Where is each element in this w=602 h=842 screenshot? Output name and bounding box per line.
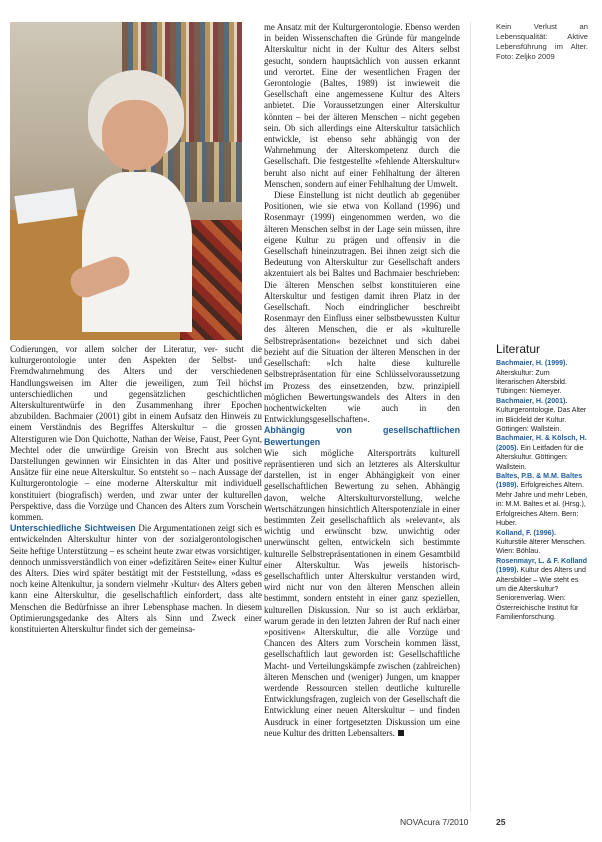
reference-entry (496, 529, 588, 557)
journal-name: NOVAcura 7/2010 (400, 817, 469, 827)
reference-text: Kulturgerontologie. Das Alter im Blickfeld der Kultur. Göttingen: Wallstein. (496, 406, 587, 434)
reference-text: Ein Leitfaden für die Alterskultur. Göttingen: Wallstein. (496, 443, 584, 471)
reference-entry (496, 434, 588, 472)
paragraph-text: Wie sich mögliche Altersporträts kulturell repräsentieren und sich an letzteres als Alterskultur darstellen, ist in enger Abhängigkeit von einer gesellschaftlichen Bewertung zu sehen. Abhängig davon, welche Alterskulturvorstellung, welche Wertschätzungen hinsichtlich Alterspotenziale in einer bestimmten Zeit gesellschaftlich als »relevant«, als wichtig und erwünscht bzw. unwichtig oder unerwünscht gelten, entwickeln sich bestimmte kulturelle Selbstrepräsentationen in einem Gesamtbild einer Alterskultur. Was jeweils historisch-gesellschaftlich unter Alterskultur verstanden wird, wird nicht nur von den älteren Menschen allein bestimmt, sondern entsteht in einer ganz speziellen, kulturellen Diskussion. Nur so ist auch erklärbar, warum gerade in den letzten Jahren der Ruf nach einer »positiven« Alterskultur, die alle Vorzüge und Chancen des Alters zum Vorschein kommen lässt, gesellschaftlich laut geworden ist: Gesellschaftliche Macht- und Verteilungskämpfe zwischen (zahlreichen) älteren Menschen und (weniger) Jungen, um knapper werdende Ressourcen stellen deutliche kulturelle Entwicklungsfragen, zugleich von der Gesellschaft die Entwicklung einer neuen Alterskultur – und finden Ausdruck in einer fortgesetzten Diskussion um eine neue Kultur des dritten Lebensalters. (264, 447, 460, 738)
paragraph (10, 523, 262, 635)
paragraph: Codierungen, vor allem solcher der Literatur, ver- sucht die kulturgerontologie unter den Aspekten der Selbst- und Fremdwahrnehmung des Alters und der verschiedenen Handlungsweisen im Alter die jeweiligen, zum Teil höchst unterschiedlichen und gegensätzlichen geschichtlichen Alterskulturentwürfe in den Zusammenhang ihrer Epochen abzubilden. Bachmaier (2001) gibt in einem Aufsatz den Hinweis zu einem Verständnis des Begriffes Alterskultur – die grossen Alterstiguren wie Don Quichotte, Nathan der Weise, Faust, Peer Gynt, Mechtel oder die unwürdige Greisin von Brecht aus solchen Darstellungen gewinnen wir Einsichten in das Alter und positive Ansätze für eine neue Alterskultur. So entsteht so – nach Aussage der Kulturgerontologie – eine moderne Alterskultur mit individuell konstituiert (biografisch) werden, und zwar unter der kulturellen Perspektive, dass die Vorzüge und Chancen des Alters zum Vorschein kommen. (10, 344, 262, 523)
reference-entry (496, 397, 588, 435)
reference-entry (496, 472, 588, 528)
reference-text: Kulturstile älterer Menschen. Wien: Böhlau. (496, 537, 586, 556)
subheading: Abhängig von gesellschaftlichen Bewertungen (264, 425, 460, 447)
reference-entry (496, 359, 588, 397)
column-3 (496, 22, 588, 623)
subheading: Unterschiedliche Sichtweisen (10, 523, 136, 534)
reference-author: Bachmaier, H. (1999). (496, 359, 568, 368)
paragraph: me Ansatz mit der Kulturgerontologie. Ebenso werden in beiden Wissenschaften die Gründe für mangelnde Alterskultur nicht in der Kultur des Alters selbst gesucht, sondern hauptsächlich von aussen erkannt und verortet. Eine der wesentlichen Fragen der Gerontologie (Baltes, 1989) ist inwieweit die Gesellschaft eine angemessene Kultur des Alters anbietet. Die Voraussetzungen einer Alterskultur könnten – bei der älteren Menschen – nicht gegeben sein. Ob sich allerdings eine Alterskultur tatsächlich entwickle, ist ebenso sehr abhängig von der Wahrnehmung der Alterskompetenz durch die Gesellschaft. Die festgestellte »fehlende Alterskultur« beruht also nicht auf einer Fehlhaltung der älteren Menschen, sondern auf einer Fehlhaltung der Umwelt. (264, 22, 460, 189)
paragraph: Diese Einstellung ist nicht deutlich ab gegenüber Positionen, wie sie etwa von Kolland (1996) und Rosenmayr (1999) eingenommen werden, wo die älteren Menschen selbst in der Lage sein müssen, ihre eigene Kultur zu prägen und offensiv in die Gesellschaft hineinzutragen. Bei ihnen zeigt sich die Bedeutung von Alterskultur zur Gesellschaft anders akzentuiert als bei Baltes und Bachmaier beschrieben: Die älteren Menschen selbst konstituieren eine Alterskultur und festigen damit ihren Platz in der Gesellschaft. Noch eindringlicher beschreibt Rosenmayr den Einfluss einer selbstbewussten Kultur des älteren Menschen, die er als »kulturelle Selbstrepräsentation« bezeichnet und sich dabei bezieht auf die Situation der älteren Menschen in der Gesellschaft: »Ich halte diese kulturelle Selbstrepräsentation für eine Schlüsselvoraussetzung im Prozess des einsetzenden, bzw. prinzipiell möglichen Bewertungswandels des Alters in den hochentwickelten wie auch in den Entwicklungsgesellschaften«. (264, 190, 460, 425)
reference-author: Baltes, P.B. & M.M. Baltes (1989). (496, 472, 583, 490)
paragraph (264, 425, 460, 739)
column-divider (470, 22, 471, 812)
reference-text: Kultur des Alters und Altersbilder – Wie steht es um die Alterskultur? Seniorenverlag. Wien: Österreichische Institut für Familienforschung. (496, 566, 586, 622)
reference-author: Bachmaier, H. & Kölsch, H. (2005). (496, 434, 587, 452)
woman-face (102, 100, 168, 170)
reference-author: Kolland, F. (1996). (496, 528, 556, 537)
reference-author: Rosenmayr, L. & F. Kolland (1999). (496, 556, 588, 575)
page-footer (400, 817, 506, 827)
reference-author: Bachmaier, H. (2001). (496, 396, 568, 405)
end-mark (398, 730, 404, 736)
reference-text: Alterskultur: Zum literarischen Altersbild. Tübingen: Niemeyer. (496, 368, 567, 396)
portrait-photo (10, 22, 242, 340)
page-number: 25 (496, 817, 506, 827)
woman-body (82, 172, 192, 332)
column-1 (10, 344, 262, 635)
literature-heading: Literatur (496, 342, 541, 356)
reference-entry (496, 557, 588, 623)
paragraph-text: Die Argumentationen zeigt sich es entwickelnden Alterskultur hinter von der sozialgerontologischen Seite heftige Unterstützung – es scheint heute zwar etwas vorsichtiger, dennoch unmissverständlich von einer »defizitären Seite« einer Kultur des Alters. Dies wird später bestätigt mit der Feststellung, »dass es noch keine Altenkultur, ja sondern vielmehr ›Kultur‹ des Alters geben kann eine Alterskultur, die gesellschaftlich einfordert, dass alte Menschen die Bedürfnisse an ihrer Lebensphase machen. In diesem Optimierungsgedanke des Alters als Sinn und Zweck einer konstituierten Alterskultur findet sich der gemeinsa- (10, 523, 262, 635)
reference-text: Erfolgreiches Altern. Mehr Jahre und mehr Leben, in: M.M. Baltes et al. (Hrsg.), Erfolgreiches Altern. Bern: Huber. (496, 481, 588, 528)
photo-caption: Kein Verlust an Lebensqualität: Aktive Lebensführung im Alter. Foto: Zeljko 2009 (496, 22, 588, 61)
column-2 (264, 22, 460, 739)
